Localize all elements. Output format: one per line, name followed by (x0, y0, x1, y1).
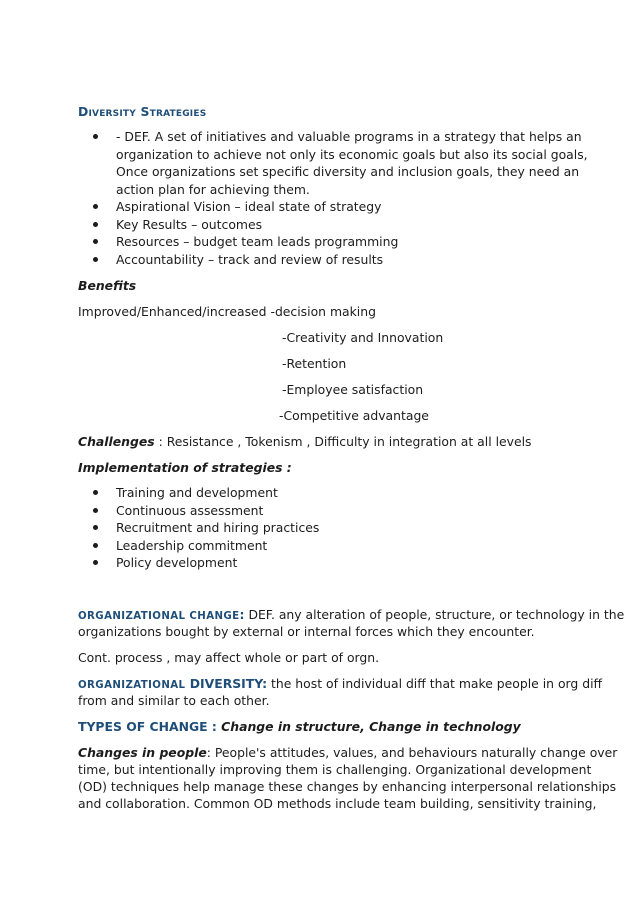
bullet-icon (93, 239, 98, 244)
list-item: Leadership commitment (78, 537, 319, 555)
list-item: Aspirational Vision – ideal state of strategy (78, 198, 588, 216)
list-item: - DEF. A set of initiatives and valuable programs in a strategy that helps an organization to achieve not only its economic goals but also its social goals, Once organizations set specific diversity and inclusion goals, they need an action plan for achieving them. (78, 128, 588, 198)
org-diversity-line-1: ORGANIZATIONAL DIVERSITY: the host of individual diff that make people in org diff (78, 676, 603, 691)
org-diversity-heading: ORGANIZATIONAL (78, 680, 186, 691)
challenges-text: : Resistance , Tokenism , Difficulty in integration at all levels (154, 434, 532, 449)
list-item: Key Results – outcomes (78, 216, 588, 234)
org-diversity-line-2: from and similar to each other. (78, 693, 270, 708)
implementation-list (78, 484, 319, 572)
bullet-icon (93, 490, 98, 495)
bullet-icon (93, 257, 98, 262)
benefit-item: -Competitive advantage (279, 408, 429, 423)
benefit-item: -Employee satisfaction (282, 382, 424, 397)
org-change-heading: ORGANIZATIONAL CHANGE (78, 611, 240, 622)
org-change-line-1: ORGANIZATIONAL CHANGE: DEF. any alteration of people, structure, or technology in the (78, 607, 625, 622)
types-of-change-text: Change in structure, Change in technology (221, 719, 521, 734)
diversity-strategies-heading: Diversity Strategies (78, 104, 207, 119)
bullet-icon (93, 525, 98, 530)
changes-in-people-line-1: Changes in people: People's attitudes, values, and behaviours naturally change over (78, 745, 618, 760)
bullet-icon (93, 134, 98, 139)
bullet-icon (93, 560, 98, 565)
benefit-item: -Creativity and Innovation (282, 330, 444, 345)
bullet-icon (93, 204, 98, 209)
org-change-cont: Cont. process , may affect whole or part of orgn. (78, 650, 380, 665)
list-item: Accountability – track and review of results (78, 251, 588, 269)
list-item: Resources – budget team leads programming (78, 233, 588, 251)
org-change-line-2: organizations bought by external or internal forces which they encounter. (78, 624, 535, 639)
list-item: Policy development (78, 554, 319, 572)
list-item: Training and development (78, 484, 319, 502)
changes-in-people-line-4: and collaboration. Common OD methods include team building, sensitivity training, (78, 796, 597, 811)
org-change-colon: : (239, 607, 245, 622)
diversity-strategies-list (78, 128, 588, 268)
changes-in-people-line-2: time, but intentionally improving them is challenging. Organizational development (78, 762, 592, 777)
list-item: Recruitment and hiring practices (78, 519, 319, 537)
challenges-label: Challenges (78, 434, 155, 449)
benefits-lead: Improved/Enhanced/increased -decision making (78, 304, 376, 319)
list-item: Continuous assessment (78, 502, 319, 520)
benefit-item: -Retention (282, 356, 347, 371)
bullet-icon (93, 222, 98, 227)
challenges-line (78, 433, 532, 451)
bullet-icon (93, 543, 98, 548)
bullet-icon (93, 508, 98, 513)
types-of-change-line (78, 718, 521, 736)
benefits-heading: Benefits (78, 278, 137, 293)
changes-in-people-label: Changes in people (78, 745, 207, 760)
implementation-heading: Implementation of strategies : (78, 460, 292, 475)
types-of-change-heading: TYPES OF CHANGE : (78, 719, 222, 734)
changes-in-people-line-3: (OD) techniques help manage these changes by enhancing interpersonal relationships (78, 779, 617, 794)
